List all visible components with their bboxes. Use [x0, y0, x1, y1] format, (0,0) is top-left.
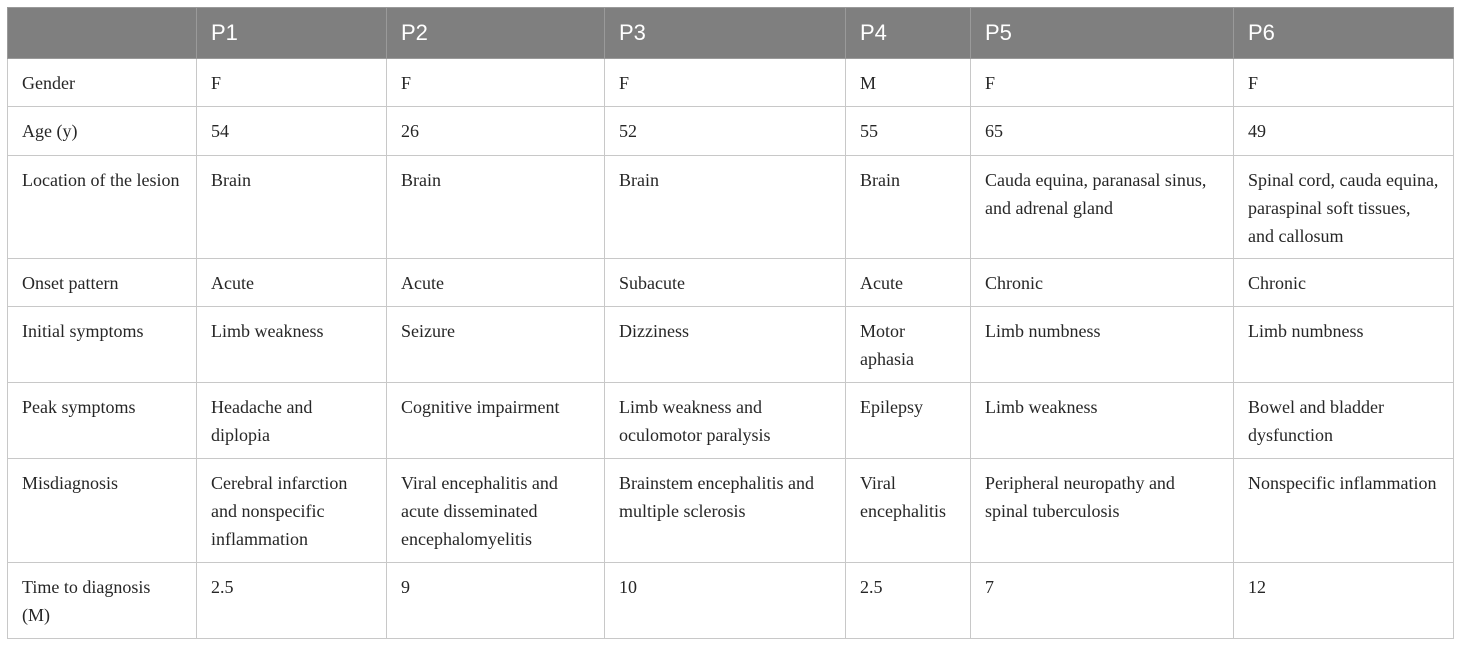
cell-gender-p5: F	[971, 59, 1234, 107]
cell-onset-p1: Acute	[197, 259, 387, 307]
cell-gender-p3: F	[605, 59, 846, 107]
cell-age-p6: 49	[1234, 107, 1454, 156]
table-row-onset	[8, 259, 1454, 307]
row-label-initial-symptoms: Initial symptoms	[8, 307, 197, 383]
table-row-peak-symptoms	[8, 383, 1454, 459]
row-label-gender: Gender	[8, 59, 197, 107]
cell-age-p1: 54	[197, 107, 387, 156]
row-label-misdiagnosis: Misdiagnosis	[8, 459, 197, 563]
header-cell-p2: P2	[387, 8, 605, 59]
header-cell-p6: P6	[1234, 8, 1454, 59]
cell-location-p3: Brain	[605, 156, 846, 259]
header-cell-p5: P5	[971, 8, 1234, 59]
cell-onset-p2: Acute	[387, 259, 605, 307]
cell-misdiagnosis-p1: Cerebral infarction and nonspecific inflammation	[197, 459, 387, 563]
row-label-time-to-diagnosis: Time to diagnosis (M)	[8, 563, 197, 639]
row-label-peak-symptoms: Peak symptoms	[8, 383, 197, 459]
cell-peak-p4: Epilepsy	[846, 383, 971, 459]
cell-location-p1: Brain	[197, 156, 387, 259]
cell-age-p2: 26	[387, 107, 605, 156]
table-row-time-to-diagnosis	[8, 563, 1454, 639]
header-cell-blank	[8, 8, 197, 59]
cell-time-p6: 12	[1234, 563, 1454, 639]
cell-onset-p3: Subacute	[605, 259, 846, 307]
table-row-misdiagnosis	[8, 459, 1454, 563]
row-label-age: Age (y)	[8, 107, 197, 156]
cell-peak-p1: Headache and diplopia	[197, 383, 387, 459]
row-label-onset: Onset pattern	[8, 259, 197, 307]
cell-time-p4: 2.5	[846, 563, 971, 639]
cell-misdiagnosis-p4: Viral encephalitis	[846, 459, 971, 563]
row-label-location: Location of the lesion	[8, 156, 197, 259]
header-cell-p1: P1	[197, 8, 387, 59]
table-row-initial-symptoms	[8, 307, 1454, 383]
patient-characteristics-table	[7, 7, 1454, 639]
cell-gender-p6: F	[1234, 59, 1454, 107]
cell-peak-p3: Limb weakness and oculomotor paralysis	[605, 383, 846, 459]
table-row-age	[8, 107, 1454, 156]
cell-initial-p1: Limb weakness	[197, 307, 387, 383]
cell-initial-p4: Motor aphasia	[846, 307, 971, 383]
cell-location-p4: Brain	[846, 156, 971, 259]
cell-location-p5: Cauda equina, paranasal sinus, and adrenal gland	[971, 156, 1234, 259]
cell-misdiagnosis-p3: Brainstem encephalitis and multiple sclerosis	[605, 459, 846, 563]
cell-time-p1: 2.5	[197, 563, 387, 639]
cell-peak-p6: Bowel and bladder dysfunction	[1234, 383, 1454, 459]
patient-characteristics-table-container	[7, 7, 1453, 639]
cell-misdiagnosis-p6: Nonspecific inflammation	[1234, 459, 1454, 563]
cell-initial-p5: Limb numbness	[971, 307, 1234, 383]
cell-location-p2: Brain	[387, 156, 605, 259]
cell-peak-p2: Cognitive impairment	[387, 383, 605, 459]
cell-age-p5: 65	[971, 107, 1234, 156]
cell-location-p6: Spinal cord, cauda equina, paraspinal soft tissues, and callosum	[1234, 156, 1454, 259]
cell-gender-p4: M	[846, 59, 971, 107]
cell-onset-p5: Chronic	[971, 259, 1234, 307]
cell-time-p3: 10	[605, 563, 846, 639]
cell-gender-p2: F	[387, 59, 605, 107]
cell-initial-p3: Dizziness	[605, 307, 846, 383]
cell-time-p2: 9	[387, 563, 605, 639]
cell-age-p4: 55	[846, 107, 971, 156]
header-cell-p4: P4	[846, 8, 971, 59]
cell-initial-p6: Limb numbness	[1234, 307, 1454, 383]
cell-initial-p2: Seizure	[387, 307, 605, 383]
cell-misdiagnosis-p2: Viral encephalitis and acute disseminated encephalomyelitis	[387, 459, 605, 563]
cell-time-p5: 7	[971, 563, 1234, 639]
table-header-row	[8, 8, 1454, 59]
table-row-gender	[8, 59, 1454, 107]
cell-peak-p5: Limb weakness	[971, 383, 1234, 459]
cell-misdiagnosis-p5: Peripheral neuropathy and spinal tuberculosis	[971, 459, 1234, 563]
cell-gender-p1: F	[197, 59, 387, 107]
cell-onset-p4: Acute	[846, 259, 971, 307]
table-row-location	[8, 156, 1454, 259]
cell-onset-p6: Chronic	[1234, 259, 1454, 307]
cell-age-p3: 52	[605, 107, 846, 156]
header-cell-p3: P3	[605, 8, 846, 59]
